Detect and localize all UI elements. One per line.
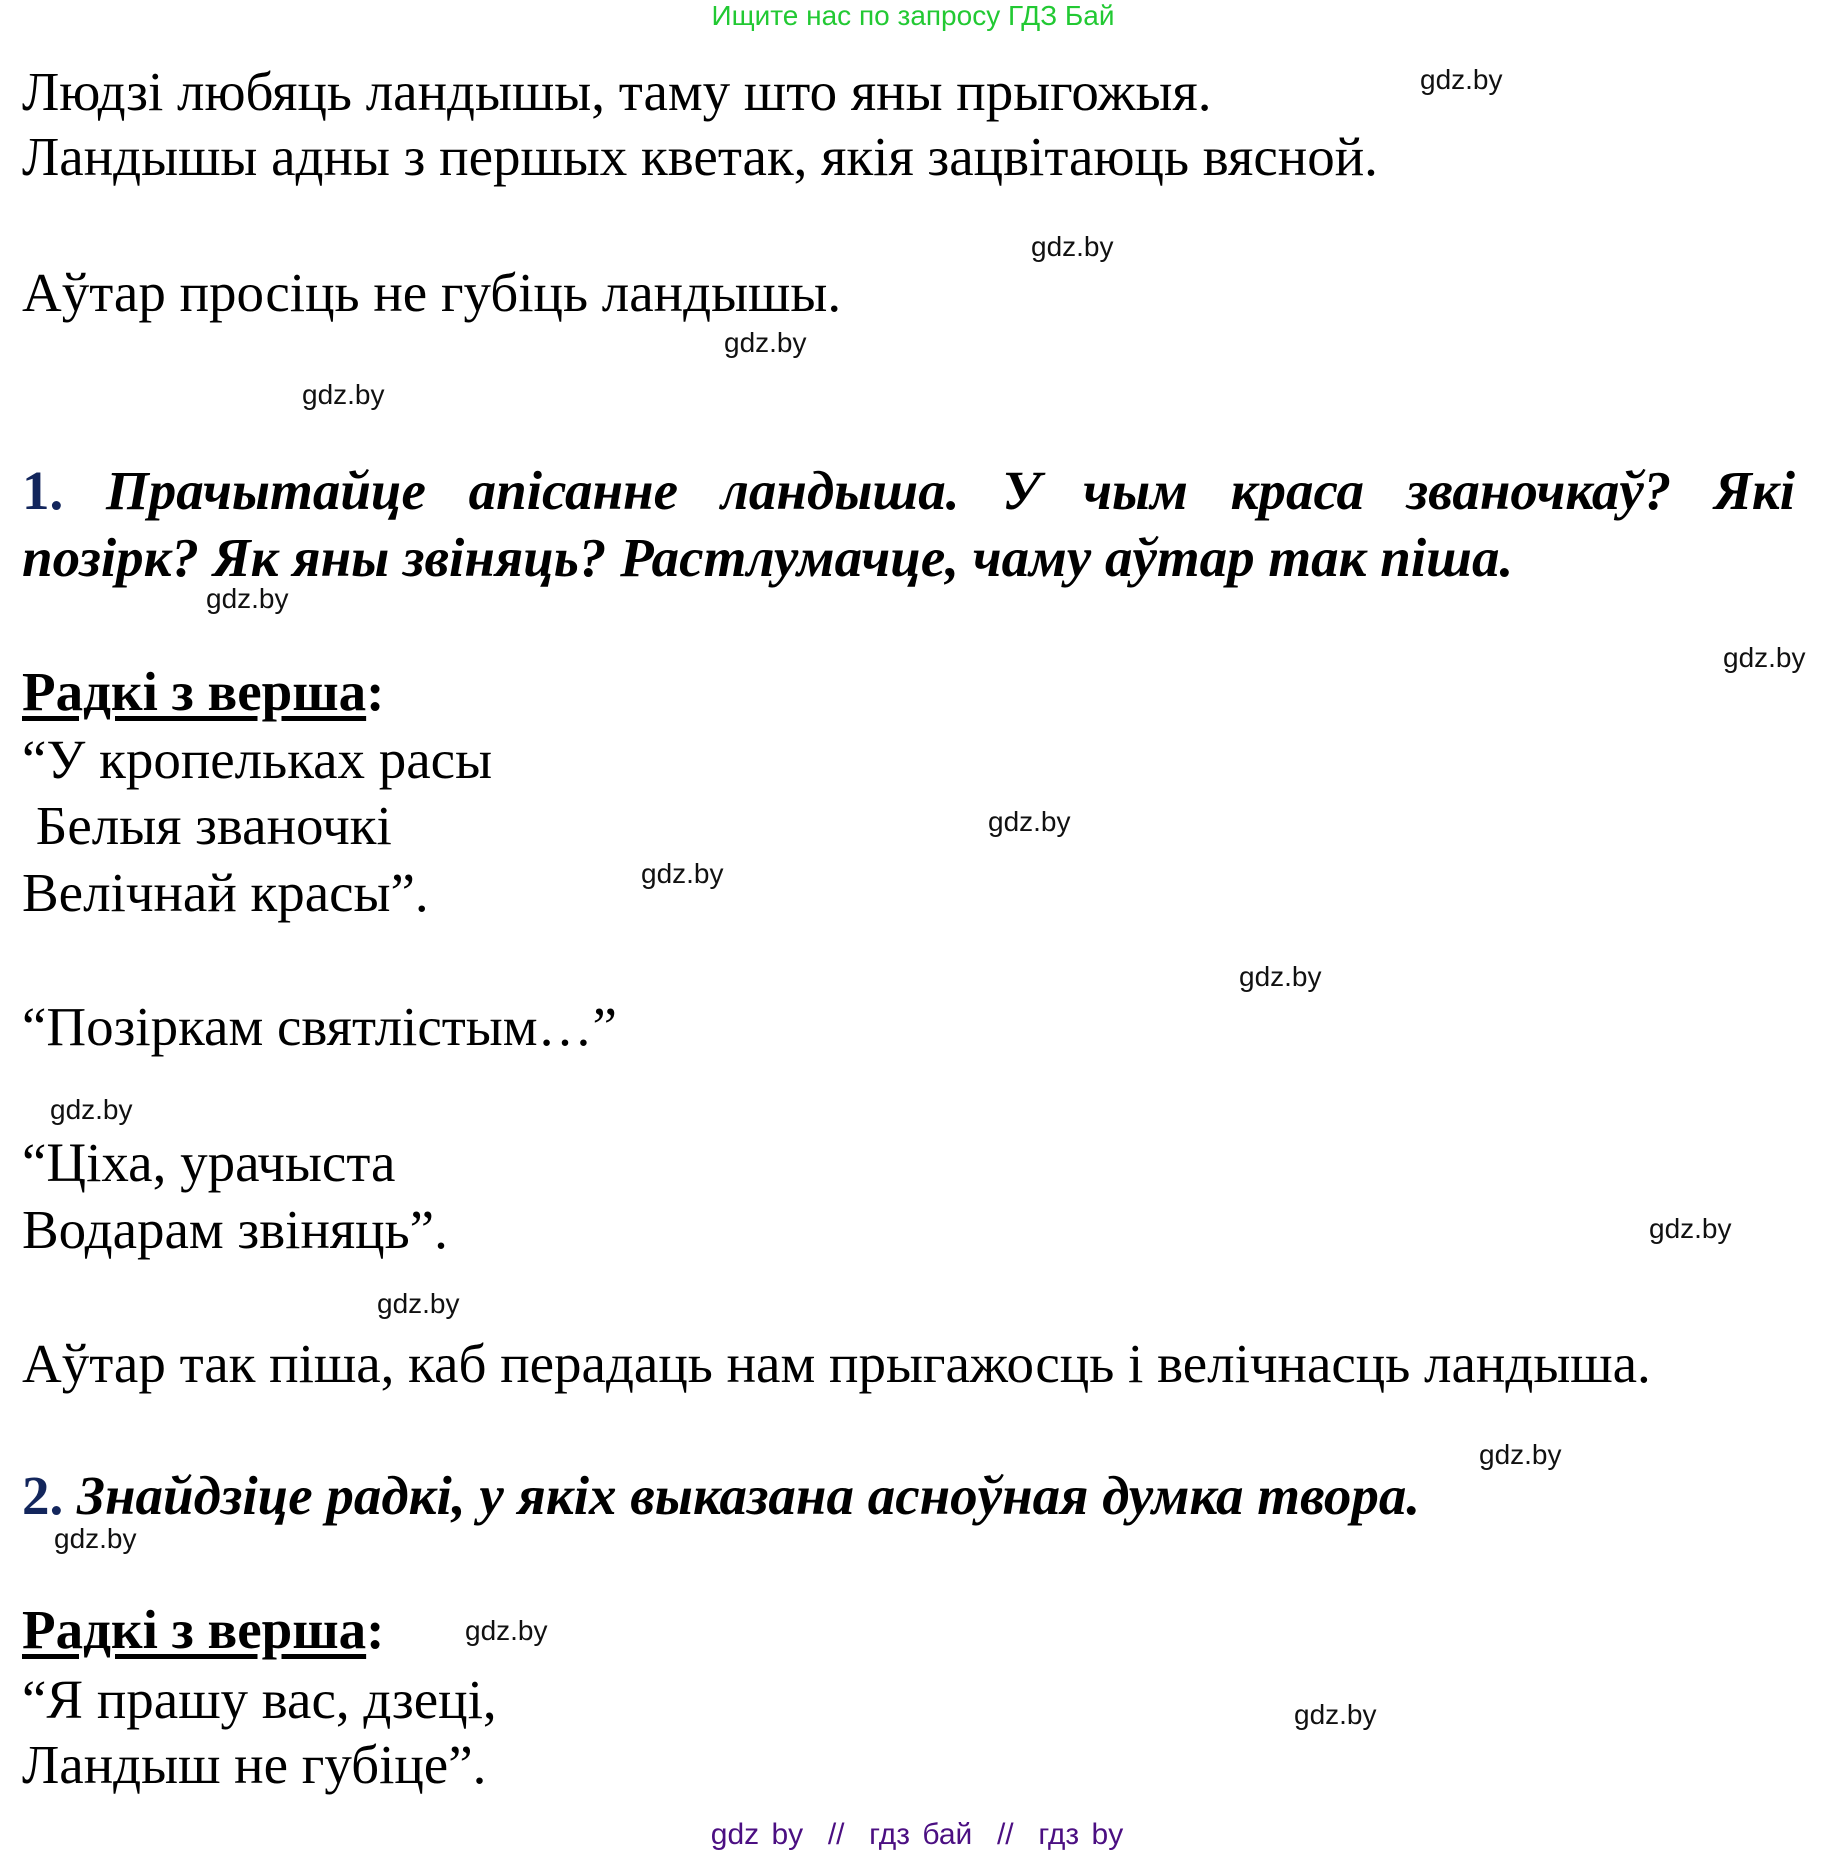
watermark: gdz.by	[377, 1288, 460, 1319]
answer-1-heading-colon: :	[366, 661, 385, 722]
watermark: gdz.by	[641, 858, 724, 889]
footer-links-text: gdz by // гдз бай // гдз by	[710, 1818, 1124, 1851]
question-2-number: 2.	[22, 1465, 64, 1526]
question-1-number: 1.	[22, 460, 64, 521]
verse-line: “У кропельках расы	[22, 729, 493, 790]
answer-2-heading-colon: :	[366, 1599, 385, 1660]
verse-line: Ландыш не губіце”.	[22, 1734, 487, 1795]
verse-line: “Позіркам святлістым…”	[22, 996, 617, 1057]
question-1-line-2: позірк? Як яны звіняць? Растлумачце, чаму аўтар так піша.	[22, 527, 1514, 588]
question-1-text-line-1: Прачытайце апісанне ландыша. У чым краса званочкаў? Які	[105, 460, 1795, 521]
verse-line: “Я прашу вас, дзеці,	[22, 1669, 497, 1730]
answer-2-heading-text: Радкі з верша	[22, 1599, 367, 1660]
watermark: gdz.by	[1649, 1213, 1732, 1244]
watermark: gdz.by	[724, 327, 807, 358]
header-promo-text: Ищите нас по запросу ГДЗ Бай	[711, 0, 1115, 31]
answer-1-heading	[22, 660, 384, 724]
watermark: gdz.by	[206, 583, 289, 614]
question-2	[22, 1463, 1420, 1529]
watermark: gdz.by	[54, 1523, 137, 1554]
verse-line: Велічнай красы”.	[22, 862, 429, 923]
verse-line: Белыя званочкі	[22, 795, 392, 856]
watermark: gdz.by	[302, 379, 385, 410]
verse-line: Водарам звіняць”.	[22, 1199, 448, 1260]
intro-line-2: Ландышы адны з першых кветак, якія зацвітаюць вясной.	[22, 126, 1378, 187]
watermark: gdz.by	[1420, 64, 1503, 95]
watermark: gdz.by	[1479, 1439, 1562, 1470]
watermark: gdz.by	[1294, 1699, 1377, 1730]
question-1-line-1	[22, 458, 1795, 524]
watermark: gdz.by	[465, 1615, 548, 1646]
watermark: gdz.by	[988, 806, 1071, 837]
question-2-text: Знайдзіце радкі, у якіх выказана асноўная думка твора.	[77, 1465, 1421, 1526]
watermark: gdz.by	[1723, 642, 1806, 673]
verse-line: “Ціха, урачыста	[22, 1132, 396, 1193]
answer-2-heading	[22, 1598, 384, 1662]
answer-1-heading-text: Радкі з верша	[22, 661, 367, 722]
watermark: gdz.by	[1031, 231, 1114, 262]
intro-line-1: Людзі любяць ландышы, таму што яны прыгожыя.	[22, 61, 1212, 122]
watermark: gdz.by	[50, 1094, 133, 1125]
watermark: gdz.by	[1239, 961, 1322, 992]
answer-1-conclusion: Аўтар так піша, каб перадаць нам прыгажосць і велічнасць ландыша.	[22, 1333, 1651, 1394]
intro-line-3: Аўтар просіць не губіць ландышы.	[22, 262, 842, 323]
